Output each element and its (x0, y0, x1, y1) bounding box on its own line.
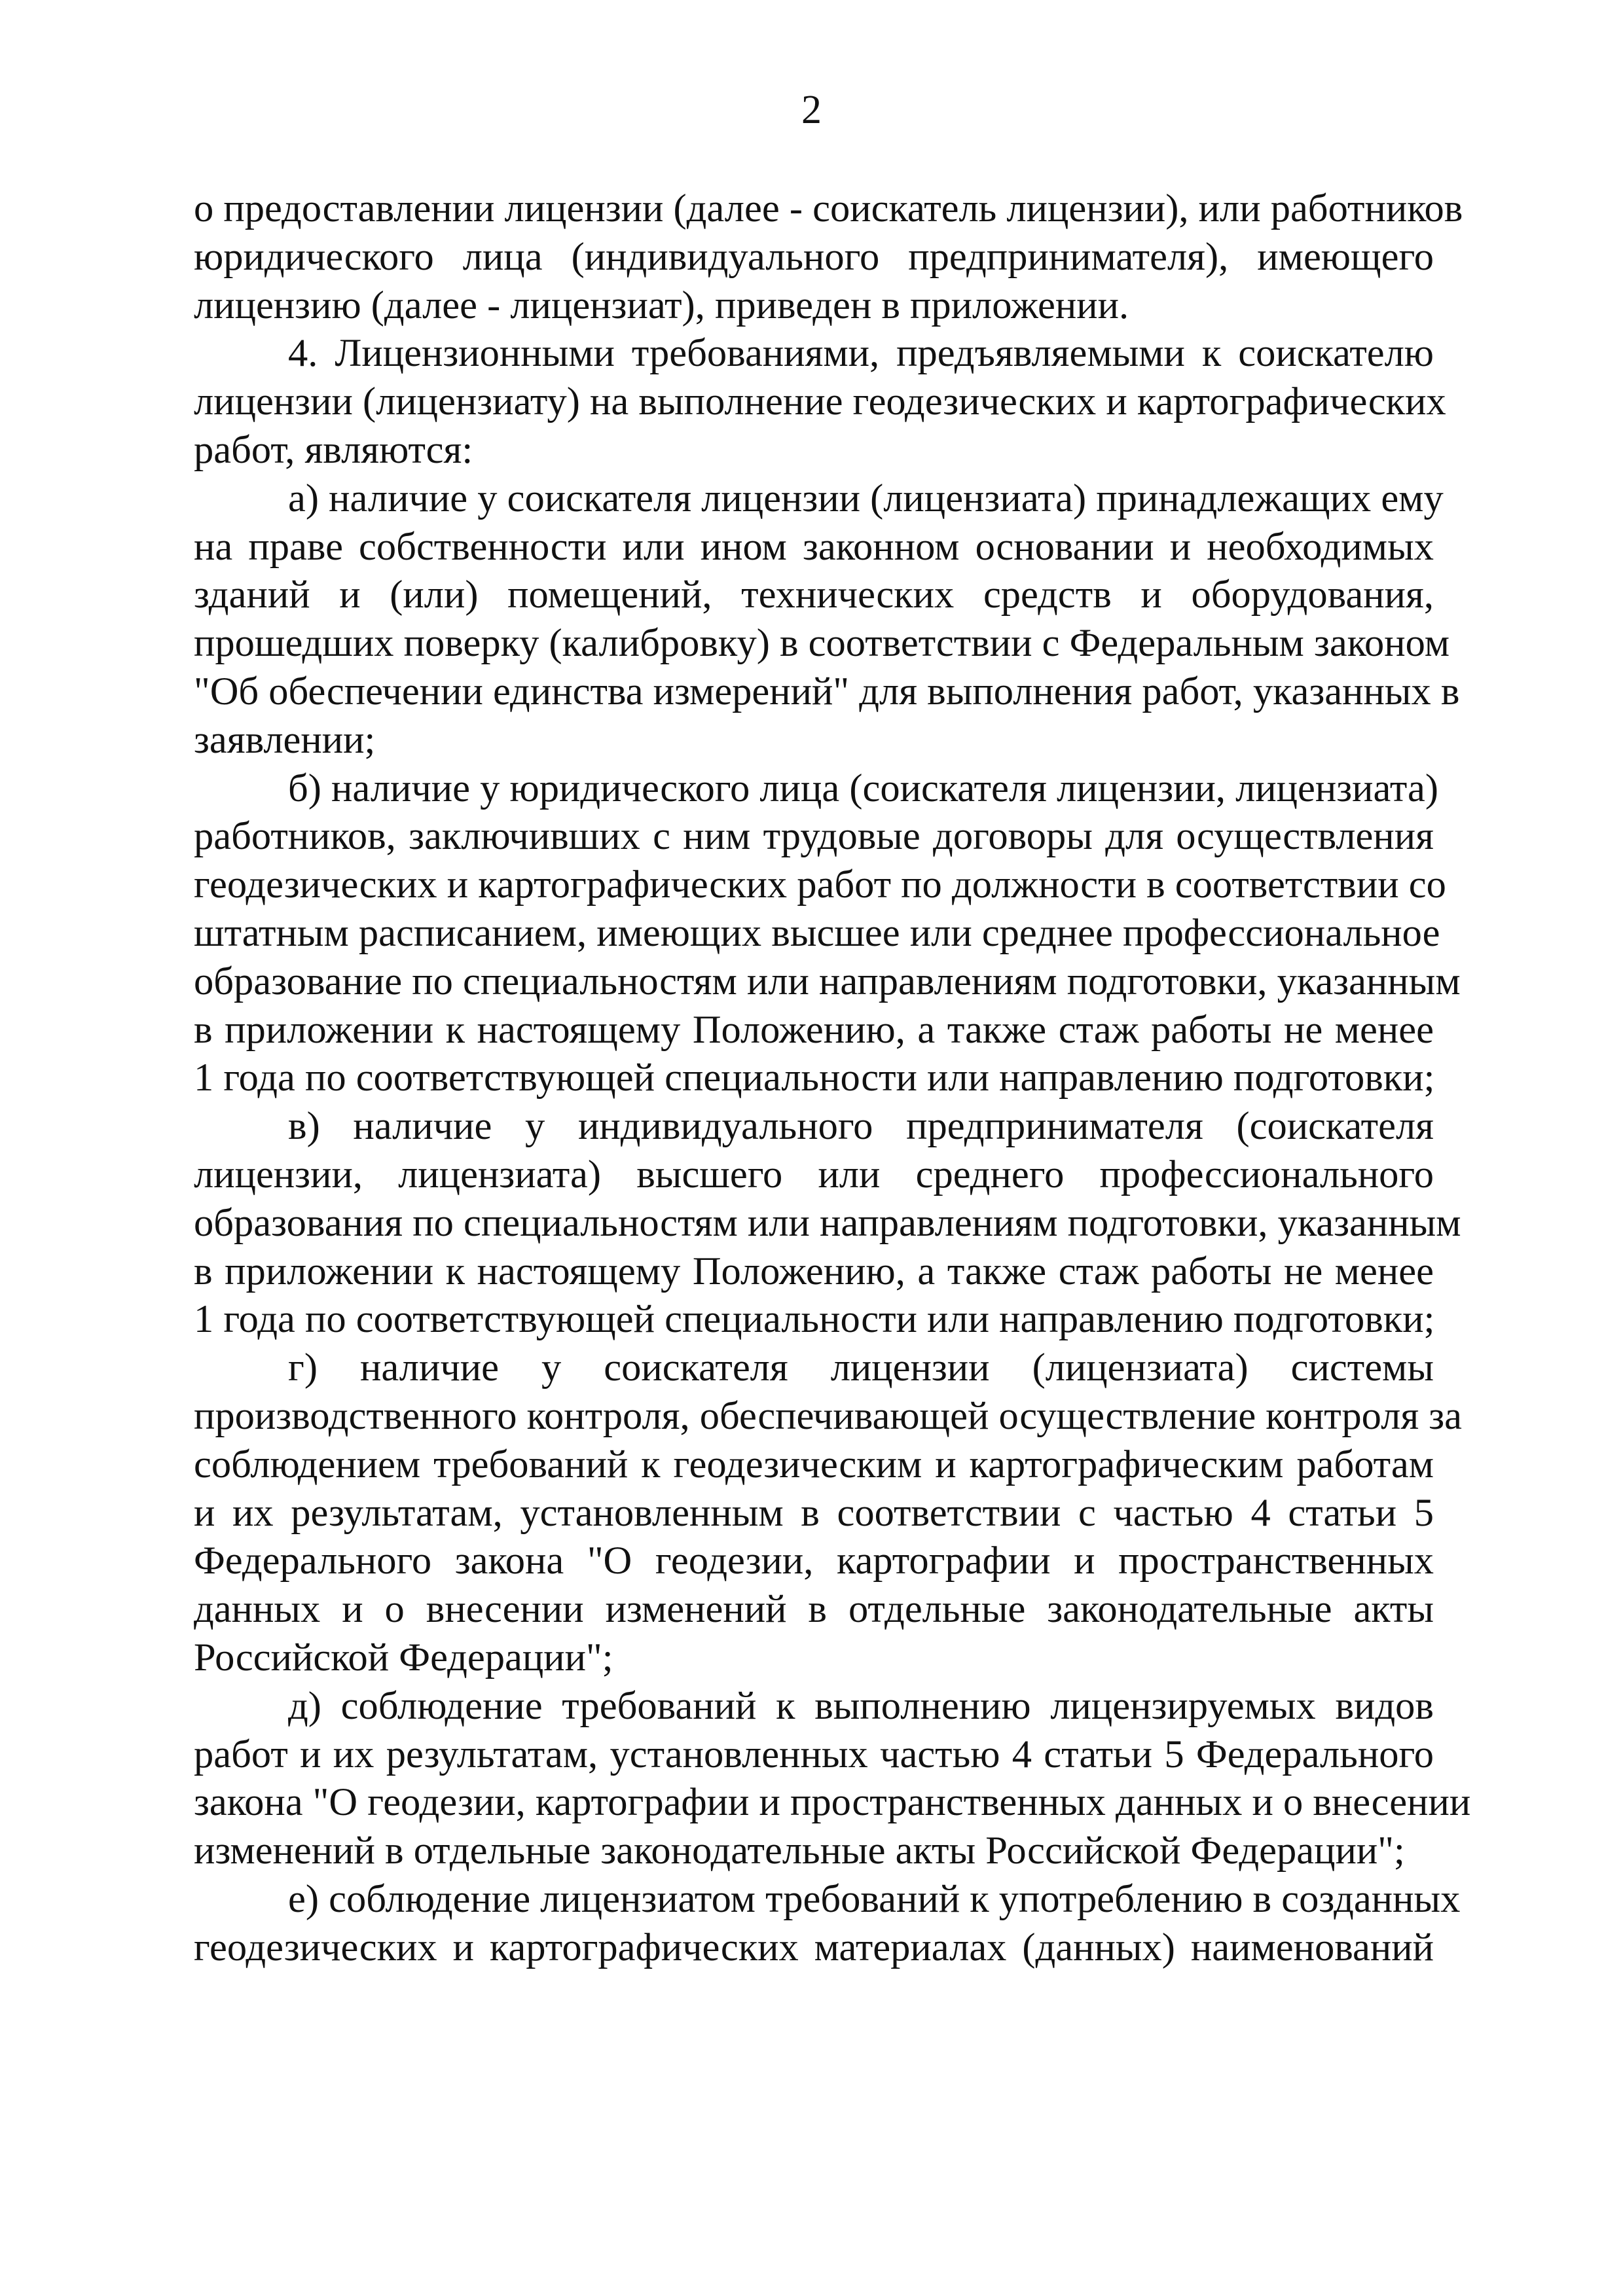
text-line: на праве собственности или ином законном основании и необходимых (194, 524, 1434, 569)
text-line: и их результатам, установленным в соответствии с частью 4 статьи 5 (194, 1490, 1434, 1535)
text-line: о предоставлении лицензии (далее - соискатель лицензии), или работников (194, 187, 1463, 230)
text-line: в приложении к настоящему Положению, а также стаж работы не менее (194, 1007, 1434, 1052)
text-line: е) соблюдение лицензиатом требований к употреблению в созданных (288, 1876, 1461, 1921)
text-line: штатным расписанием, имеющих высшее или среднее профессиональное (194, 910, 1440, 955)
document-body (194, 185, 1471, 1971)
text-line: заявлении; (194, 717, 376, 762)
text-line: соблюдением требований к геодезическим и картографическим работам (194, 1442, 1434, 1486)
text-line: лицензию (далее - лицензиат), приведен в приложении. (194, 283, 1129, 327)
text-line: Российской Федерации"; (194, 1635, 613, 1679)
text-line: 1 года по соответствующей специальности или направлению подготовки; (194, 1056, 1435, 1100)
text-line: в) наличие у индивидуального предпринимателя (соискателя (288, 1104, 1434, 1149)
text-line: "Об обеспечении единства измерений" для выполнения работ, указанных в (194, 669, 1460, 713)
text-line: производственного контроля, обеспечивающей осуществление контроля за (194, 1393, 1463, 1438)
text-line: работников, заключивших с ним трудовые договоры для осуществления (194, 814, 1434, 859)
text-line: прошедших поверку (калибровку) в соответствии с Федеральным законом (194, 621, 1450, 666)
text-line: лицензии, лицензиата) высшего или среднего профессионального (194, 1152, 1434, 1196)
text-line: работ и их результатам, установленных частью 4 статьи 5 Федерального (194, 1732, 1434, 1776)
text-line: Федерального закона "О геодезии, картографии и пространственных (194, 1539, 1434, 1583)
text-line: геодезических и картографических работ по должности в соответствии со (194, 863, 1446, 907)
text-line: работ, являются: (194, 427, 473, 472)
text-line: д) соблюдение требований к выполнению лицензируемых видов (288, 1683, 1434, 1728)
text-line: образования по специальностям или направлениям подготовки, указанным (194, 1200, 1461, 1245)
text-line: образование по специальностям или направлениям подготовки, указанным (194, 959, 1461, 1003)
text-line: а) наличие у соискателя лицензии (лицензиата) принадлежащих ему (288, 476, 1444, 520)
text-line: геодезических и картографических материалах (данных) наименований (194, 1925, 1434, 1969)
text-line: в приложении к настоящему Положению, а также стаж работы не менее (194, 1249, 1434, 1293)
text-line: 4. Лицензионными требованиями, предъявляемыми к соискателю (288, 331, 1434, 376)
page-number: 2 (801, 88, 822, 132)
text-line: изменений в отдельные законодательные акты Российской Федерации"; (194, 1829, 1405, 1873)
text-line: данных и о внесении изменений в отдельные законодательные акты (194, 1587, 1434, 1632)
text-line: г) наличие у соискателя лицензии (лицензиата) системы (288, 1346, 1434, 1390)
text-line: лицензии (лицензиату) на выполнение геодезических и картографических (194, 380, 1446, 424)
text-line: закона "О геодезии, картографии и пространственных данных и о внесении (194, 1780, 1471, 1825)
text-line: зданий и (или) помещений, технических средств и оборудования, (194, 573, 1434, 617)
text-line: юридического лица (индивидуального предпринимателя), имеющего (194, 234, 1434, 279)
text-line: 1 года по соответствующей специальности или направлению подготовки; (194, 1297, 1435, 1342)
text-line: б) наличие у юридического лица (соискателя лицензии, лицензиата) (288, 766, 1439, 810)
